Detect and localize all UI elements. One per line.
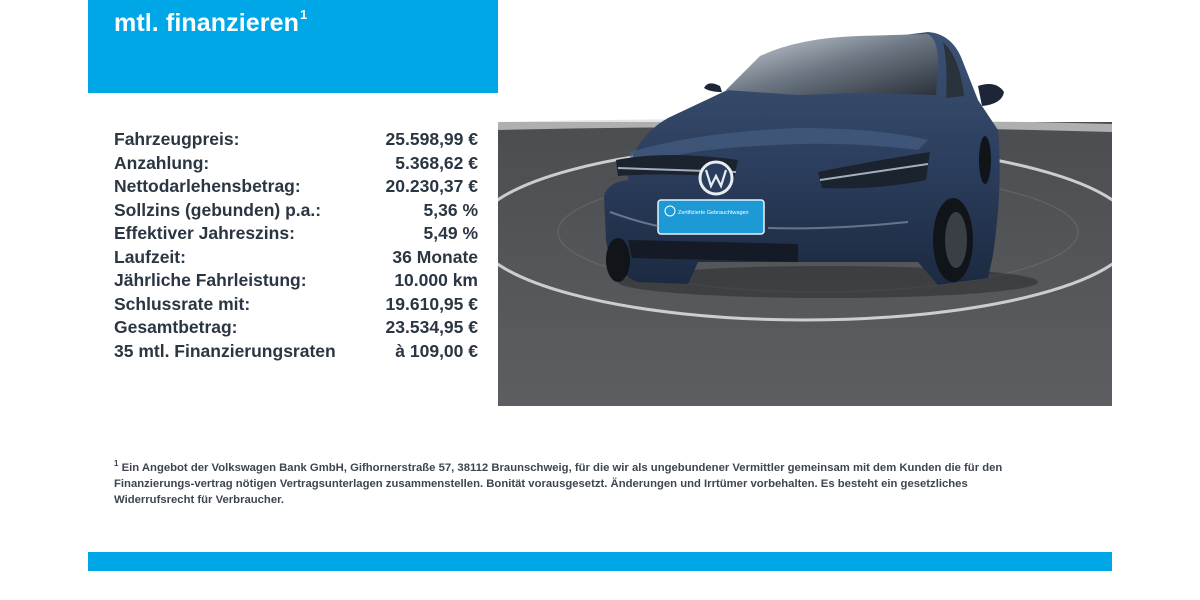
finance-row [114,175,478,199]
finance-value: à 109,00 € [395,340,478,361]
finance-header-title: mtl. finanzieren$^1$ [114,6,308,37]
finance-label: Schlussrate mit: [114,293,251,314]
bottom-accent-bar [88,552,1112,571]
finance-label: Anzahlung: [114,152,210,173]
finance-label: Jährliche Fahrleistung: [114,270,307,290]
finance-row [114,316,478,340]
car-photo [498,0,1112,406]
finance-row [114,246,478,270]
finance-value: 5,49 % [423,223,478,243]
finance-label: 35 mtl. Finanzierungsraten [114,340,336,361]
bottom-brand-strip [88,571,1112,600]
finance-label: Nettodarlehensbetrag: [114,176,301,196]
legal-footnote [114,456,1034,508]
license-plate [658,200,764,234]
finance-value: 19.610,95 € [385,293,478,314]
finance-row [114,269,478,293]
finance-row [114,152,478,176]
footnote-text: Ein Angebot der Volkswagen Bank GmbH, Gifhornerstraße 57, 38112 Braunschweig, für die wir als ungebundener Vermittler gemeinsam mit dem Kunden die für den Finanzierungs-vertrag nötigen Vertragsunterlagen zusammenstellen. Bonität vorausgesetzt. Änderungen und Irrtümer vorbehalten. Es besteht ein gesetzliches Widerrufsrecht für Verbraucher. [114,461,1003,506]
finance-details-table [114,128,478,363]
finance-value: 23.534,95 € [385,317,478,337]
finance-value: 10.000 km [394,270,478,290]
car-illustration [498,0,1112,406]
finance-value: 20.230,37 € [385,176,478,196]
footnote-marker: 1 [299,6,308,22]
finance-label: Sollzins (gebunden) p.a.: [114,199,322,220]
finance-row [114,128,478,152]
finance-label: Laufzeit: [114,246,186,267]
finance-value: 5.368,62 € [395,152,478,173]
plate-text: Zertifizierte Gebrauchtwagen [678,210,749,216]
rear-wheel [979,136,991,184]
finance-row [114,199,478,223]
finance-label: Effektiver Jahreszins: [114,223,295,243]
finance-header-banner [88,0,498,93]
finance-row [114,222,478,246]
finance-label: Fahrzeugpreis: [114,129,240,149]
wheel-rim [945,212,967,268]
footnote-marker: 1 [114,459,119,468]
front-left-wheel [606,238,630,282]
finance-row [114,293,478,317]
finance-value: 36 Monate [392,246,478,267]
finance-row [114,340,478,364]
finance-value: 5,36 % [423,199,478,220]
finance-value: 25.598,99 € [385,129,478,149]
finance-label: Gesamtbetrag: [114,317,238,337]
